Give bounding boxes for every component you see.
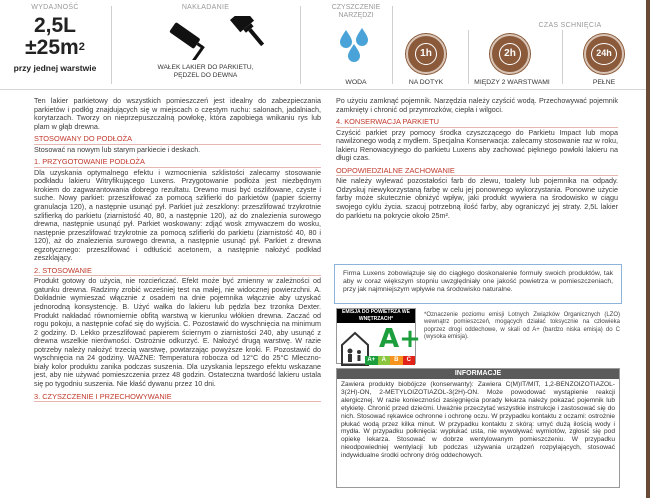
firma-commitment-box: Firma Luxens zobowiązuje się do ciągłego doskonalenie formuły swoich produktów, tak aby w coraz większym stopniu uwzględniały one jakość powietrza w pomieszczeniach, przy jak najmniejszym wpływie na środowisko naturalne. (334, 264, 622, 304)
divider (468, 30, 469, 84)
czas-title: CZAS SCHNIĘCIA (538, 22, 602, 29)
informacje-box (336, 368, 620, 488)
emission-scale-b: B (390, 356, 403, 365)
wydajnosc-area-unit-sup: 2 (78, 41, 85, 53)
tools-icons (112, 16, 299, 58)
nakladanie-box (112, 0, 299, 90)
wydajnosc-area (0, 38, 110, 57)
czyszczenie-text: Po użyciu zamknąć pojemnik. Narzędzia należy czyścić wodą. Przechowywać pojemnik zamknięty i chronić od przymrozków, ciepła i wilgoci. (336, 96, 618, 114)
emission-note: *Oznaczenie poziomu emisji Lotnych Związków Organicznych (LZO) wewnątrz pomieszczeń, mogących działać toksycznie na człowieka poprzez drogi oddechowe, w skali od A+ (bardzo niska emisja) do C (wysoka emisja). (424, 312, 620, 341)
section-title-przygotowanie: 1. PRZYGOTOWANIE PODŁOŻA (34, 158, 321, 168)
emission-grade: A+ (379, 324, 421, 354)
right-edge-bar (646, 0, 650, 498)
emission-body (337, 323, 421, 372)
dry-time-24h-label: PEŁNE (592, 79, 616, 86)
left-column (34, 97, 321, 403)
czyszczenie-label: WODA (345, 79, 367, 86)
dry-time-1h-value: 1h (415, 43, 437, 65)
section-title-stosowanie: 2. STOSOWANIE (34, 267, 321, 277)
section-title-zachowanie: ODPOWIEDZIALNE ZACHOWANIE (336, 167, 618, 177)
wydajnosc-title: WYDAJNOŚĆ (31, 4, 79, 11)
section-text-zachowanie: Nie należy wylewać pozostałości farb do zlewu, toalety lub pojemnika na odpady. Odzyskuj niewykorzystaną farbę w celu jej ponownego wykorzystania. Ponowne użycie farby może skutecznie obniżyć wpływ, jaki produkt wywiera na środowisko w ciągu swojego cyklu życia. szacuj potrzebną ilość farby, aby ograniczyć jej straty. 2,5L lakier do parkietu na pokrycie około 25m². (336, 176, 618, 220)
wydajnosc-sub: przy jednej warstwie (13, 63, 97, 73)
section-title-konserwacja: 4. KONSERWACJA PARKIETU (336, 118, 618, 128)
dry-time-2h-value: 2h (499, 43, 521, 65)
dry-time-24h-value: 24h (591, 43, 617, 65)
emission-scale-aplus: A+ (365, 356, 378, 365)
roller-brush-icon (112, 16, 299, 60)
divider (562, 30, 563, 84)
emission-label (336, 308, 421, 364)
section-text-stosowanie: Produkt gotowy do użycia, nie rozcieńczać. Efekt może być zmienny w zależności od gatunku drewna. Radzimy zrobić wcześniej test na małej, nie widocznej powierzchni. A. Dokładnie wymieszać włącznie z osadem na dnie pojemnika włącznie aby uzyskać jednorodną konsystencję. B. Użyć wałka do lakieru lub pędzla bez trzonka Dexter. Produkt nakładać równomiernie obfitą warstwą w kierunku włókien drewna. Zaczać od rogu pokoju, a następnie cofać się do wyjścia. C. Pozostawić do wyschnięcia na minimum 2 godziny. D. Lekko przeszlifować papierem ściernym o ziarnistości 240, aby usunąć z drewna wszelkie nierówności. Ostrożnie odkurzyć. E. Nałożyć drugą warstwę. W razie potrzeby należy nałożyć trzecią warstwę, powtarzając powyższe kroki. F. Pozostawić do wyschnięcia na 24 godziny. WAŻNE: Temperatura robocza od 12°C do 25°C Mleczno-biały kolor produktu zanika podczas suszenia. Dla uzyskania lepszego efektu wskazane jest, aby nie używać pomieszczenia przez 48 godzin. Ostateczna twardość lakieru ustala się po tygodniu suszenia. Nie kłaść dywanu przez 10 dni. (34, 276, 321, 388)
dry-time-24h-icon (584, 34, 624, 74)
section-text-konserwacja: Czyścić parkiet przy pomocy środka czyszczącego do Parkietu Impact lub mopa nawilżonego wodą z mydłem. Specjalna Konserwacja: zalecamy stosowanie raz w roku, lakieru Renowacyjnego do parkietu Luxens aby zachować pięknego powłoki lakieru na długi czas. (336, 127, 618, 163)
dry-time-1h-label: NA DOTYK (408, 79, 444, 86)
section-title-czyszczenie: 3. CZYSZCZENIE I PRZECHOWYWANIE (34, 393, 321, 403)
czyszczenie-title-2: NARZĘDZI (338, 12, 374, 19)
intro-text: Ten lakier parkietowy do wszystkich pomieszczeń jest idealny do zabezpieczania parkietów i podłóg znajdujących się w miejscach o częstym ruchu: salonach, jadalniach, korytarzach. Tworzy on nieprzepuszczalną powłokę, która zapobiega wnikaniu rys lub plam w głąb drewna. (34, 96, 321, 131)
section-title-podloze: STOSOWANY DO PODŁOŻA (34, 135, 321, 145)
emission-title: EMISJA DO POWIETRZA WE WNĘTRZACH* (337, 309, 415, 323)
emission-scale (365, 356, 415, 365)
dry-time-2h-label: MIĘDZY 2 WARSTWAMI (474, 79, 550, 86)
emission-scale-c: C (403, 356, 416, 365)
czyszczenie-title-1: CZYSZCZENIE (331, 4, 381, 11)
nakladanie-line1: WAŁEK LAKIER DO PARKIETU, (157, 64, 254, 71)
section-text-przygotowanie: Dla uzyskania optymalnego efektu i wzmocnienia szklistości zalecamy stosowanie podkładu lakieru Witryfikującego Luxens. Przygotowanie podłoża jest niezbędnym krokiem do zagwarantowania dobrego rezultatu. Drewno musi być oszlifowane, czyste i suche. Nowy parkiet: przeszlifować za pomocą szlifierki do parkietów (papier ścierny granulacja 120), a następnie usunąć pył. Parkiet już zeszklony: przeszlifować trzykrotnie szlifierką do parkietu (ziarnistość 40, 80, a następnie 120), aż do znalezienia surowego drewna, następnie usunąć pył. Parkiet woskowany: zdjąć wosk zmywaczem do wosku, następnie przeszlifować trzykrotnie za pomocą szlifierki do parkietu (ziarnistość 40, 80 i 120), aż do znalezienia surowego drewna, a następnie usunąć pył. Parkiet z drewna egzotycznego: przeszlifować i odtłuścić acetonem, a następnie nałożyć podkład zeszklający. (34, 167, 321, 263)
informacje-text: Zawiera produkty biobójcze (konserwanty): Zawiera C(M)IT/MIT, 1,2-BENZOIZOTIAZOL-3(2H)-ON, 2-METYLOIZOTIAZOL-3(2H)-ON. Może powodować wystąpienie reakcji alergicznej. W razie konieczności zasięgnięcia porady lekarza należy pokazać pojemnik lub etykietę. Chronić przed dziećmi. Uważnie przeczytać wszystkie instrukcje i zastosować się do nich. Stosować rękawice ochronne i ochronę oczu. W przypadku kontaktu z oczami: ostrożnie płukać wodą przez kilka minut. W przypadku kontaktu z skórą: umyć dużą ilością wody i mydła. W przypadku połknięcia: wypłukać usta, nie wywoływać wymiotów, zgłosić się pod opiekę lekarza. Stosować w dobrze wentylowanym pomieszczeniu. W przypadku nieodpowiedniej wentylacji lub podczas używania urządzeń rozpylających, stosować indywidualne środki ochrony dróg oddechowych. (341, 381, 615, 460)
dry-time-1h-icon (406, 34, 446, 74)
specs-strip (0, 0, 650, 90)
wydajnosc-box (0, 0, 110, 90)
section-text-podloze: Stosować na nowym lub starym parkiecie i deskach. (34, 144, 201, 154)
wydajnosc-volume: 2,5L (33, 14, 77, 37)
czas-box (392, 0, 650, 90)
wydajnosc-area-value: ±25m (25, 36, 79, 59)
nakladanie-title: NAKŁADANIE (181, 4, 230, 11)
right-column (336, 97, 618, 222)
informacje-title: INFORMACJE (337, 369, 619, 379)
nakladanie-line2: PĘDZEL DO DEWNA (173, 71, 238, 79)
dry-time-2h-icon (490, 34, 530, 74)
divider (300, 6, 301, 84)
emission-scale-a: A (378, 356, 391, 365)
